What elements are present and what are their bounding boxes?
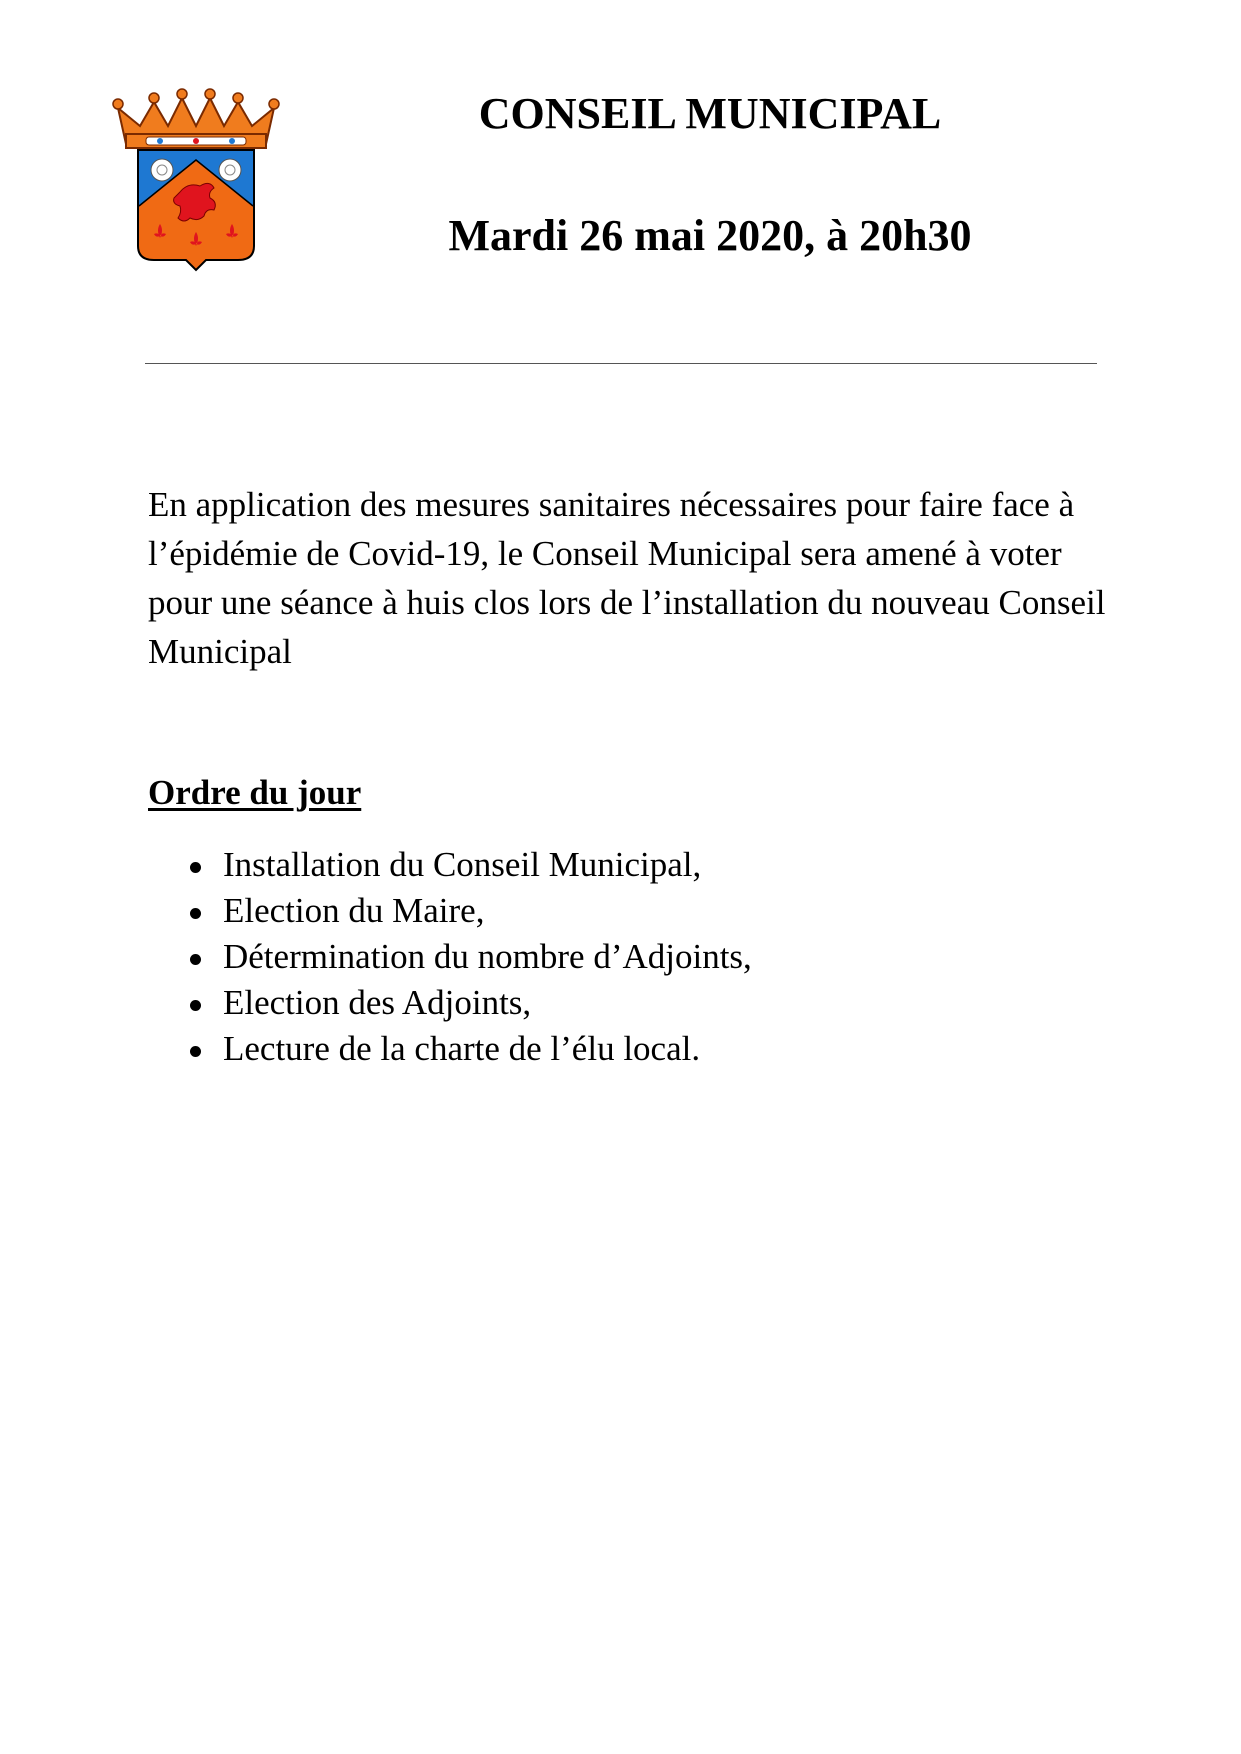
- bullet-icon: [190, 1000, 201, 1011]
- shield-icon: [138, 150, 254, 270]
- crown-icon: [113, 89, 279, 148]
- agenda-item-label: Election des Adjoints,: [223, 983, 532, 1022]
- bullet-icon: [190, 908, 201, 919]
- agenda-item-label: Lecture de la charte de l’élu local.: [223, 1029, 701, 1068]
- list-item: [148, 980, 1048, 1026]
- page-title: CONSEIL MUNICIPAL: [478, 89, 942, 138]
- bullet-icon: [190, 862, 201, 873]
- intro-paragraph: En application des mesures sanitaires nécessaires pour faire face à l’épidémie de Covid-19, le Conseil Municipal sera amené à voter pour une séance à huis clos lors de l’installation du nouveau Conseil Municipal: [148, 485, 1106, 671]
- meeting-date: Mardi 26 mai 2020, à 20h30: [448, 211, 972, 260]
- agenda-heading: Ordre du jour: [148, 773, 362, 812]
- agenda-item-label: Installation du Conseil Municipal,: [223, 845, 702, 884]
- list-item: [148, 888, 1048, 934]
- agenda-item-label: Détermination du nombre d’Adjoints,: [223, 937, 752, 976]
- agenda-list: [148, 842, 1048, 1072]
- coat-of-arms-icon: [110, 88, 282, 274]
- agenda-item-label: Election du Maire,: [223, 891, 485, 930]
- bullet-icon: [190, 1046, 201, 1057]
- horizontal-divider: [145, 363, 1097, 364]
- list-item: [148, 934, 1048, 980]
- bullet-icon: [190, 954, 201, 965]
- list-item: [148, 842, 1048, 888]
- list-item: [148, 1026, 1048, 1072]
